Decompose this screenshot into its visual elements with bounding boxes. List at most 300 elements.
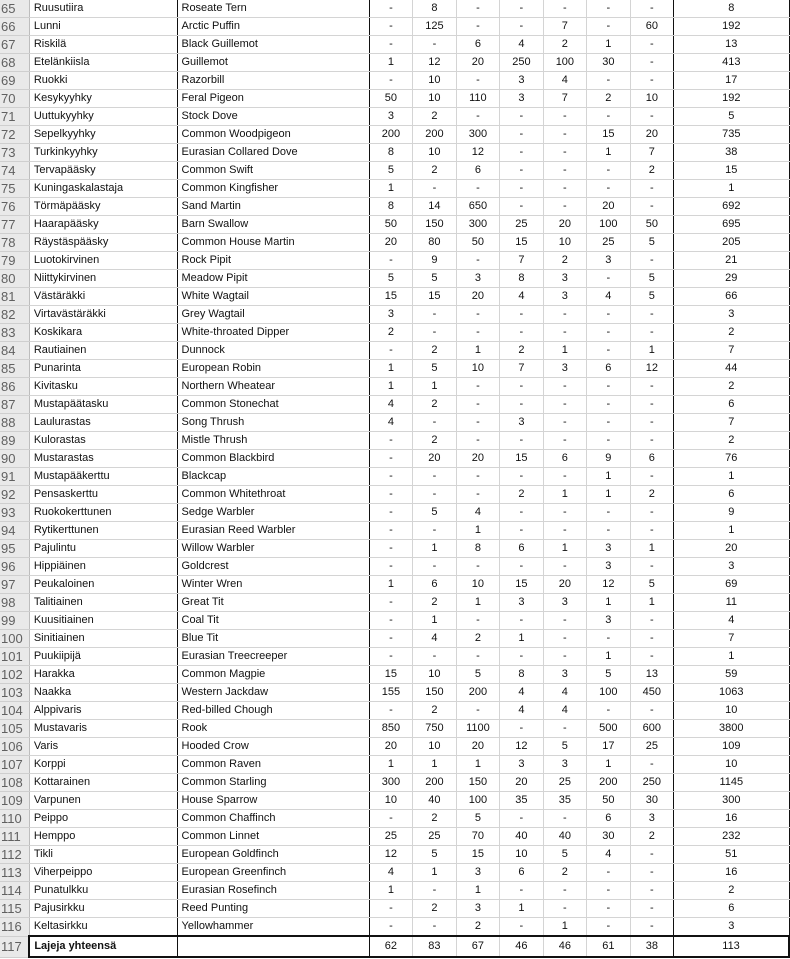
cell-finnish-name[interactable]: Ruusutiira [29, 0, 177, 18]
cell-english-name[interactable]: Yellowhammer [177, 918, 369, 937]
cell-count[interactable]: 1 [369, 882, 412, 900]
cell-count[interactable]: - [543, 306, 586, 324]
cell-count[interactable]: 4 [456, 504, 499, 522]
cell-count[interactable]: 15 [456, 846, 499, 864]
cell-english-name[interactable]: Sedge Warbler [177, 504, 369, 522]
cell-count[interactable]: 40 [543, 828, 586, 846]
cell-finnish-name[interactable]: Sinitiainen [29, 630, 177, 648]
cell-count[interactable]: 20 [456, 54, 499, 72]
cell-count[interactable]: - [543, 522, 586, 540]
cell-count[interactable]: - [369, 72, 412, 90]
cell-count[interactable]: 3 [369, 306, 412, 324]
row-header[interactable]: 72 [0, 126, 29, 144]
row-header[interactable]: 76 [0, 198, 29, 216]
cell-count[interactable]: 5 [630, 288, 673, 306]
cell-total[interactable]: 7 [674, 630, 789, 648]
cell-count[interactable]: 25 [630, 738, 673, 756]
cell-count[interactable]: 35 [500, 792, 543, 810]
cell-count[interactable]: 5 [630, 270, 673, 288]
row-header[interactable]: 70 [0, 90, 29, 108]
cell-english-name[interactable]: White Wagtail [177, 288, 369, 306]
cell-total[interactable]: 3 [674, 306, 789, 324]
cell-count[interactable]: 13 [630, 666, 673, 684]
cell-finnish-name[interactable]: Virtavästäräkki [29, 306, 177, 324]
cell-english-name[interactable]: Eurasian Reed Warbler [177, 522, 369, 540]
cell-total[interactable]: 13 [674, 36, 789, 54]
cell-total[interactable]: 3800 [674, 720, 789, 738]
cell-count[interactable]: - [543, 108, 586, 126]
cell-finnish-name[interactable]: Pajulintu [29, 540, 177, 558]
row-header[interactable]: 71 [0, 108, 29, 126]
row-header[interactable]: 110 [0, 810, 29, 828]
cell-count[interactable]: 25 [500, 216, 543, 234]
cell-count[interactable]: - [500, 504, 543, 522]
cell-count[interactable]: 15 [413, 288, 456, 306]
cell-count[interactable]: 125 [413, 18, 456, 36]
cell-count[interactable]: - [543, 504, 586, 522]
cell-english-name[interactable]: Common Kingfisher [177, 180, 369, 198]
cell-count[interactable]: 3 [587, 540, 630, 558]
cell-finnish-name[interactable]: Västäräkki [29, 288, 177, 306]
cell-count[interactable]: 5 [413, 846, 456, 864]
cell-count[interactable]: 4 [369, 396, 412, 414]
cell-count[interactable]: 20 [456, 738, 499, 756]
row-header[interactable]: 100 [0, 630, 29, 648]
cell-count[interactable]: - [413, 468, 456, 486]
cell-finnish-name[interactable]: Tikli [29, 846, 177, 864]
cell-grand-total[interactable]: 113 [674, 936, 789, 957]
cell-count[interactable]: - [630, 612, 673, 630]
cell-total[interactable]: 3 [674, 918, 789, 937]
row-header[interactable]: 98 [0, 594, 29, 612]
cell-count[interactable]: 1 [369, 54, 412, 72]
cell-finnish-name[interactable]: Kottarainen [29, 774, 177, 792]
row-header[interactable]: 91 [0, 468, 29, 486]
cell-count[interactable]: - [369, 18, 412, 36]
cell-count[interactable]: 8 [456, 540, 499, 558]
cell-total[interactable]: 1063 [674, 684, 789, 702]
cell-finnish-name[interactable]: Talitiainen [29, 594, 177, 612]
cell-count[interactable]: 4 [369, 414, 412, 432]
cell-count[interactable]: - [456, 378, 499, 396]
cell-count[interactable]: 5 [413, 360, 456, 378]
cell-english-name[interactable]: Common Whitethroat [177, 486, 369, 504]
cell-count[interactable]: 20 [543, 576, 586, 594]
cell-count[interactable]: - [587, 162, 630, 180]
cell-total[interactable]: 7 [674, 342, 789, 360]
cell-total[interactable]: 300 [674, 792, 789, 810]
cell-count[interactable]: 20 [413, 450, 456, 468]
row-header[interactable]: 90 [0, 450, 29, 468]
cell-count[interactable]: - [500, 558, 543, 576]
cell-count[interactable]: - [500, 324, 543, 342]
cell-english-name[interactable]: Arctic Puffin [177, 18, 369, 36]
cell-count[interactable]: 5 [369, 162, 412, 180]
cell-count[interactable]: - [369, 522, 412, 540]
cell-count[interactable]: - [543, 324, 586, 342]
cell-english-name[interactable]: Blue Tit [177, 630, 369, 648]
cell-english-name[interactable]: Common Swift [177, 162, 369, 180]
cell-species-count[interactable]: 38 [630, 936, 673, 957]
cell-count[interactable]: 4 [543, 702, 586, 720]
cell-english-name[interactable]: Mistle Thrush [177, 432, 369, 450]
cell-count[interactable]: - [587, 396, 630, 414]
cell-count[interactable]: 30 [630, 792, 673, 810]
cell-count[interactable]: - [543, 396, 586, 414]
cell-count[interactable]: - [587, 432, 630, 450]
cell-count[interactable]: - [500, 198, 543, 216]
row-header[interactable]: 114 [0, 882, 29, 900]
cell-count[interactable]: - [413, 558, 456, 576]
cell-total[interactable]: 192 [674, 90, 789, 108]
cell-count[interactable]: - [500, 378, 543, 396]
cell-count[interactable]: 25 [543, 774, 586, 792]
cell-count[interactable]: - [630, 108, 673, 126]
cell-english-name[interactable]: Common Linnet [177, 828, 369, 846]
cell-total[interactable]: 1145 [674, 774, 789, 792]
cell-english-name[interactable]: Western Jackdaw [177, 684, 369, 702]
row-header[interactable]: 116 [0, 918, 29, 937]
cell-count[interactable]: - [630, 36, 673, 54]
cell-finnish-name[interactable]: Ruokokerttunen [29, 504, 177, 522]
cell-total[interactable]: 69 [674, 576, 789, 594]
cell-count[interactable]: 7 [543, 18, 586, 36]
cell-count[interactable]: 2 [413, 342, 456, 360]
row-header[interactable]: 81 [0, 288, 29, 306]
cell-count[interactable]: - [543, 720, 586, 738]
cell-count[interactable]: 70 [456, 828, 499, 846]
cell-count[interactable]: - [413, 306, 456, 324]
cell-finnish-name[interactable]: Mustapääkerttu [29, 468, 177, 486]
cell-total[interactable]: 1 [674, 180, 789, 198]
cell-count[interactable]: - [587, 630, 630, 648]
cell-english-name[interactable]: Rook [177, 720, 369, 738]
cell-count[interactable]: 6 [587, 360, 630, 378]
row-header[interactable]: 93 [0, 504, 29, 522]
cell-finnish-name[interactable]: Mustapäätasku [29, 396, 177, 414]
cell-count[interactable]: 5 [630, 234, 673, 252]
cell-count[interactable]: 2 [630, 828, 673, 846]
cell-finnish-name[interactable]: Mustavaris [29, 720, 177, 738]
cell-count[interactable]: - [369, 486, 412, 504]
cell-english-name[interactable]: European Robin [177, 360, 369, 378]
cell-count[interactable]: 200 [456, 684, 499, 702]
cell-count[interactable]: 50 [369, 90, 412, 108]
row-header[interactable]: 94 [0, 522, 29, 540]
cell-english-name[interactable]: Reed Punting [177, 900, 369, 918]
cell-count[interactable]: - [500, 162, 543, 180]
cell-count[interactable]: 2 [413, 900, 456, 918]
cell-english-name[interactable]: House Sparrow [177, 792, 369, 810]
cell-count[interactable]: 3 [543, 594, 586, 612]
cell-count[interactable]: - [630, 324, 673, 342]
cell-count[interactable]: - [456, 396, 499, 414]
cell-count[interactable]: 25 [413, 828, 456, 846]
cell-total[interactable]: 11 [674, 594, 789, 612]
cell-count[interactable]: 4 [500, 288, 543, 306]
row-header[interactable]: 65 [0, 0, 29, 18]
cell-count[interactable]: 155 [369, 684, 412, 702]
cell-english-name[interactable]: Grey Wagtail [177, 306, 369, 324]
cell-count[interactable]: - [630, 396, 673, 414]
cell-count[interactable]: - [587, 882, 630, 900]
cell-count[interactable]: - [456, 0, 499, 18]
cell-count[interactable]: 3 [630, 810, 673, 828]
cell-count[interactable]: - [500, 18, 543, 36]
cell-total[interactable]: 29 [674, 270, 789, 288]
cell-count[interactable]: 5 [630, 576, 673, 594]
cell-count[interactable]: - [630, 630, 673, 648]
cell-count[interactable]: - [456, 612, 499, 630]
cell-count[interactable]: 1 [456, 756, 499, 774]
row-header[interactable]: 111 [0, 828, 29, 846]
cell-total[interactable]: 66 [674, 288, 789, 306]
cell-count[interactable]: - [456, 558, 499, 576]
cell-count[interactable]: 1 [369, 756, 412, 774]
cell-count[interactable]: 1 [413, 378, 456, 396]
row-header[interactable]: 101 [0, 648, 29, 666]
cell-finnish-name[interactable]: Rautiainen [29, 342, 177, 360]
cell-english-name[interactable]: Common Starling [177, 774, 369, 792]
cell-total[interactable]: 205 [674, 234, 789, 252]
cell-count[interactable]: - [587, 0, 630, 18]
cell-count[interactable]: 15 [369, 666, 412, 684]
cell-count[interactable]: 1 [413, 540, 456, 558]
row-header[interactable]: 84 [0, 342, 29, 360]
cell-count[interactable]: 4 [500, 36, 543, 54]
cell-count[interactable]: - [587, 270, 630, 288]
cell-total[interactable]: 232 [674, 828, 789, 846]
cell-count[interactable]: 10 [413, 72, 456, 90]
cell-count[interactable]: - [413, 648, 456, 666]
cell-count[interactable]: - [630, 648, 673, 666]
cell-count[interactable]: 2 [543, 864, 586, 882]
row-header[interactable]: 68 [0, 54, 29, 72]
cell-count[interactable]: 12 [413, 54, 456, 72]
cell-count[interactable]: 4 [587, 288, 630, 306]
cell-count[interactable]: - [543, 882, 586, 900]
cell-finnish-name[interactable]: Haarapääsky [29, 216, 177, 234]
cell-count[interactable]: 5 [413, 504, 456, 522]
row-header[interactable]: 86 [0, 378, 29, 396]
cell-count[interactable]: 2 [413, 702, 456, 720]
cell-count[interactable]: 4 [413, 630, 456, 648]
cell-count[interactable]: 1 [369, 360, 412, 378]
cell-count[interactable]: 5 [543, 846, 586, 864]
cell-count[interactable]: - [369, 36, 412, 54]
cell-species-count[interactable]: 61 [587, 936, 630, 957]
cell-count[interactable]: 750 [413, 720, 456, 738]
row-header[interactable]: 96 [0, 558, 29, 576]
cell-count[interactable]: 3 [456, 270, 499, 288]
cell-count[interactable]: 5 [543, 738, 586, 756]
cell-count[interactable]: 150 [413, 684, 456, 702]
cell-finnish-name[interactable]: Turkinkyyhky [29, 144, 177, 162]
cell-count[interactable]: 1 [587, 648, 630, 666]
cell-count[interactable]: 3 [369, 108, 412, 126]
cell-count[interactable]: 14 [413, 198, 456, 216]
cell-count[interactable]: - [369, 450, 412, 468]
cell-finnish-name[interactable]: Korppi [29, 756, 177, 774]
cell-count[interactable]: - [587, 414, 630, 432]
cell-count[interactable]: - [500, 720, 543, 738]
cell-count[interactable]: - [630, 252, 673, 270]
cell-count[interactable]: - [369, 342, 412, 360]
cell-english-name[interactable]: Willow Warbler [177, 540, 369, 558]
cell-count[interactable]: 1 [587, 756, 630, 774]
cell-count[interactable]: - [413, 414, 456, 432]
cell-finnish-name[interactable]: Keltasirkku [29, 918, 177, 937]
cell-count[interactable]: 9 [587, 450, 630, 468]
cell-count[interactable]: 1 [543, 342, 586, 360]
cell-count[interactable]: - [456, 468, 499, 486]
cell-finnish-name[interactable]: Törmäpääsky [29, 198, 177, 216]
cell-count[interactable]: - [456, 432, 499, 450]
row-header[interactable]: 106 [0, 738, 29, 756]
cell-count[interactable]: - [630, 918, 673, 937]
cell-count[interactable]: 50 [369, 216, 412, 234]
cell-total[interactable]: 10 [674, 756, 789, 774]
row-header[interactable]: 66 [0, 18, 29, 36]
cell-finnish-name[interactable]: Tervapääsky [29, 162, 177, 180]
cell-species-count[interactable]: 83 [413, 936, 456, 957]
cell-count[interactable]: - [413, 486, 456, 504]
cell-total[interactable]: 16 [674, 864, 789, 882]
cell-count[interactable]: 3 [543, 360, 586, 378]
cell-english-name[interactable]: Common Stonechat [177, 396, 369, 414]
cell-finnish-name[interactable]: Peukaloinen [29, 576, 177, 594]
row-header[interactable]: 108 [0, 774, 29, 792]
cell-count[interactable]: - [369, 648, 412, 666]
cell-count[interactable]: 25 [587, 234, 630, 252]
cell-english-name[interactable]: White-throated Dipper [177, 324, 369, 342]
cell-count[interactable]: - [587, 342, 630, 360]
row-header[interactable]: 102 [0, 666, 29, 684]
cell-count[interactable]: 5 [413, 270, 456, 288]
cell-count[interactable]: - [630, 558, 673, 576]
cell-finnish-name[interactable]: Punarinta [29, 360, 177, 378]
cell-count[interactable]: 2 [456, 630, 499, 648]
cell-count[interactable]: - [456, 72, 499, 90]
cell-count[interactable]: - [369, 468, 412, 486]
cell-count[interactable]: 5 [369, 270, 412, 288]
cell-count[interactable]: 3 [587, 252, 630, 270]
cell-species-count[interactable]: 67 [456, 936, 499, 957]
cell-count[interactable]: 2 [543, 36, 586, 54]
cell-count[interactable]: 3 [543, 288, 586, 306]
cell-count[interactable]: 15 [500, 576, 543, 594]
cell-count[interactable]: - [369, 900, 412, 918]
cell-count[interactable]: 7 [630, 144, 673, 162]
cell-english-name[interactable]: Eurasian Rosefinch [177, 882, 369, 900]
cell-count[interactable]: 20 [630, 126, 673, 144]
cell-count[interactable]: 40 [500, 828, 543, 846]
cell-count[interactable]: 10 [369, 792, 412, 810]
cell-finnish-name[interactable]: Riskilä [29, 36, 177, 54]
cell-count[interactable]: 20 [456, 288, 499, 306]
cell-count[interactable]: - [543, 810, 586, 828]
cell-count[interactable]: 1 [543, 540, 586, 558]
cell-count[interactable]: 4 [543, 72, 586, 90]
cell-english-name[interactable]: Sand Martin [177, 198, 369, 216]
cell-count[interactable]: 15 [369, 288, 412, 306]
row-header[interactable]: 97 [0, 576, 29, 594]
cell-count[interactable]: 1 [413, 864, 456, 882]
cell-count[interactable]: 2 [500, 486, 543, 504]
cell-finnish-name[interactable]: Punatulkku [29, 882, 177, 900]
cell-count[interactable]: 1 [543, 486, 586, 504]
cell-finnish-name[interactable]: Harakka [29, 666, 177, 684]
row-header[interactable]: 78 [0, 234, 29, 252]
cell-total[interactable]: 6 [674, 396, 789, 414]
cell-count[interactable]: 6 [500, 864, 543, 882]
cell-count[interactable]: 3 [587, 612, 630, 630]
cell-count[interactable]: - [543, 432, 586, 450]
cell-count[interactable]: 300 [456, 126, 499, 144]
cell-count[interactable]: - [456, 414, 499, 432]
row-header[interactable]: 88 [0, 414, 29, 432]
cell-count[interactable]: 1 [630, 342, 673, 360]
cell-count[interactable]: - [500, 0, 543, 18]
cell-finnish-name[interactable]: Lunni [29, 18, 177, 36]
cell-finnish-name[interactable]: Kuusitiainen [29, 612, 177, 630]
cell-count[interactable]: - [369, 810, 412, 828]
cell-total[interactable]: 2 [674, 324, 789, 342]
cell-count[interactable]: 1 [369, 576, 412, 594]
cell-count[interactable]: 4 [500, 684, 543, 702]
cell-finnish-name[interactable]: Peippo [29, 810, 177, 828]
cell-finnish-name[interactable]: Niittykirvinen [29, 270, 177, 288]
cell-total[interactable]: 3 [674, 558, 789, 576]
cell-count[interactable]: - [630, 846, 673, 864]
cell-finnish-name[interactable]: Kuningaskalastaja [29, 180, 177, 198]
cell-total[interactable]: 38 [674, 144, 789, 162]
cell-count[interactable]: - [369, 612, 412, 630]
cell-count[interactable]: 6 [456, 36, 499, 54]
cell-count[interactable]: - [587, 522, 630, 540]
cell-count[interactable]: 50 [630, 216, 673, 234]
cell-count[interactable]: 2 [413, 432, 456, 450]
cell-english-name[interactable]: Eurasian Treecreeper [177, 648, 369, 666]
row-header[interactable]: 105 [0, 720, 29, 738]
cell-count[interactable]: - [500, 144, 543, 162]
cell-count[interactable]: 7 [500, 252, 543, 270]
cell-count[interactable]: - [587, 504, 630, 522]
cell-count[interactable]: - [630, 864, 673, 882]
cell-count[interactable]: 1 [456, 342, 499, 360]
cell-total[interactable]: 695 [674, 216, 789, 234]
row-header[interactable]: 79 [0, 252, 29, 270]
cell-count[interactable]: 1 [587, 36, 630, 54]
cell-count[interactable]: 12 [500, 738, 543, 756]
cell-finnish-name[interactable]: Varis [29, 738, 177, 756]
cell-english-name[interactable]: Red-billed Chough [177, 702, 369, 720]
cell-total[interactable]: 1 [674, 648, 789, 666]
cell-count[interactable]: - [543, 648, 586, 666]
cell-count[interactable]: 2 [413, 810, 456, 828]
cell-count[interactable]: 10 [413, 144, 456, 162]
row-header[interactable]: 85 [0, 360, 29, 378]
cell-count[interactable]: 20 [500, 774, 543, 792]
cell-count[interactable]: - [630, 882, 673, 900]
cell-count[interactable]: 150 [413, 216, 456, 234]
cell-count[interactable]: 1 [369, 378, 412, 396]
cell-english-name[interactable]: Common Raven [177, 756, 369, 774]
cell-count[interactable]: - [587, 72, 630, 90]
cell-english-name[interactable]: Blackcap [177, 468, 369, 486]
cell-count[interactable]: 1 [369, 180, 412, 198]
cell-finnish-name[interactable]: Viherpeippo [29, 864, 177, 882]
